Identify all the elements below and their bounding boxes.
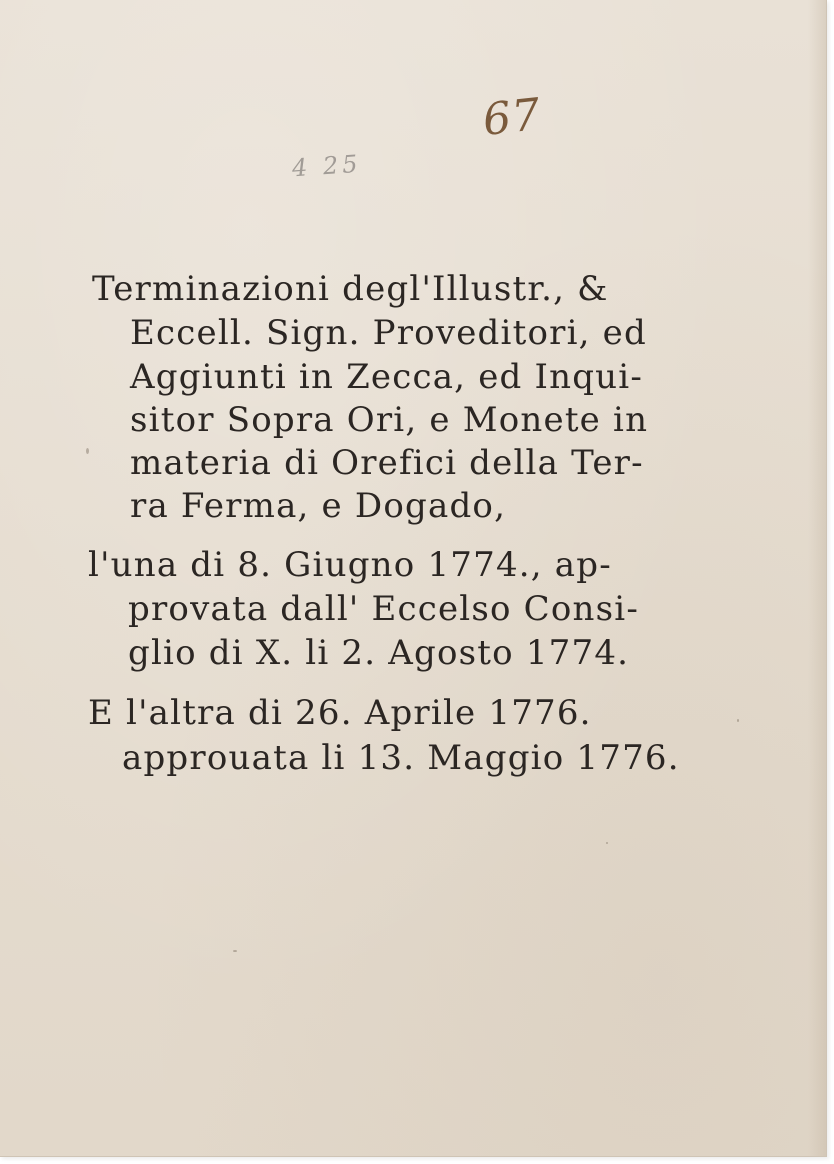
title-line-6: ra Ferma, e Dogado, [130,486,507,526]
title-line-5: materia di Orefici della Ter- [130,443,644,483]
paper-speck [233,950,237,952]
title-line-1: Terminazioni degl'Illustr., & [92,269,609,309]
pencil-note: 4 25 [291,149,363,183]
first-date-line-2: provata dall' Eccelso Consi- [128,589,640,629]
paper-speck [606,842,608,844]
second-date-line-2: approuata li 13. Maggio 1776. [122,738,680,778]
folio-number: 67 [480,89,544,146]
title-line-3: Aggiunti in Zecca, ed Inqui- [130,357,644,397]
title-line-4: sitor Sopra Ori, e Monete in [130,400,649,440]
second-date-line-1: E l'altra di 26. Aprile 1776. [88,693,592,733]
paper-speck [86,448,89,454]
page-edge-shadow [808,0,826,1156]
title-line-2: Eccell. Sign. Proveditori, ed [130,313,647,353]
paper-speck [737,719,739,722]
first-date-line-1: l'una di 8. Giugno 1774., ap- [88,545,612,585]
first-date-line-3: glio di X. li 2. Agosto 1774. [128,633,630,673]
